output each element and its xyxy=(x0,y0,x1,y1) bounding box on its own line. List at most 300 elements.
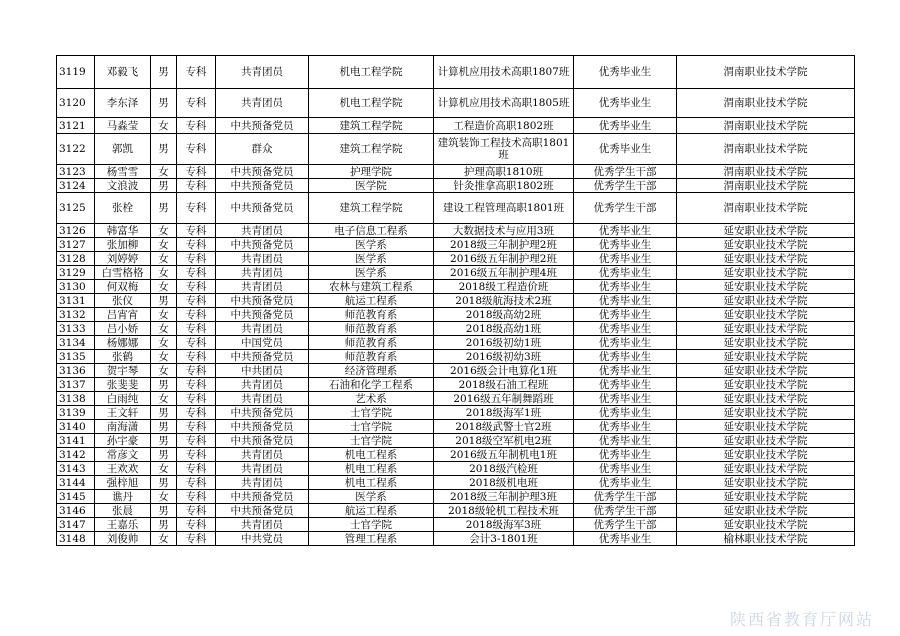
cell-class: 2018级三年制护理3班 xyxy=(434,490,574,504)
cell-political: 共青团员 xyxy=(216,224,309,238)
cell-gender: 女 xyxy=(151,266,177,280)
cell-school: 延安职业技术学院 xyxy=(677,280,855,294)
cell-school: 延安职业技术学院 xyxy=(677,350,855,364)
cell-name: 张斐斐 xyxy=(95,378,151,392)
cell-school: 延安职业技术学院 xyxy=(677,476,855,490)
cell-school: 渭南职业技术学院 xyxy=(677,118,855,134)
cell-political: 中共预备党员 xyxy=(216,118,309,134)
cell-level: 专科 xyxy=(177,179,216,193)
table-row xyxy=(57,224,855,238)
cell-award: 优秀毕业生 xyxy=(574,118,677,134)
cell-name: 韩富华 xyxy=(95,224,151,238)
cell-name: 刘俊帅 xyxy=(95,532,151,546)
cell-seq: 3129 xyxy=(57,266,95,280)
cell-level: 专科 xyxy=(177,462,216,476)
cell-name: 常彦文 xyxy=(95,448,151,462)
cell-political: 共青团员 xyxy=(216,378,309,392)
table-row xyxy=(57,378,855,392)
cell-gender: 男 xyxy=(151,89,177,118)
cell-seq: 3128 xyxy=(57,252,95,266)
cell-political: 中共预备党员 xyxy=(216,308,309,322)
cell-school: 渭南职业技术学院 xyxy=(677,56,855,89)
cell-level: 专科 xyxy=(177,252,216,266)
cell-seq: 3145 xyxy=(57,490,95,504)
cell-school: 延安职业技术学院 xyxy=(677,224,855,238)
cell-level: 专科 xyxy=(177,308,216,322)
cell-class: 2018级海军1班 xyxy=(434,406,574,420)
cell-seq: 3132 xyxy=(57,308,95,322)
cell-school: 延安职业技术学院 xyxy=(677,322,855,336)
cell-award: 优秀毕业生 xyxy=(574,134,677,165)
cell-award: 优秀毕业生 xyxy=(574,448,677,462)
cell-class: 2018级航海技术2班 xyxy=(434,294,574,308)
cell-level: 专科 xyxy=(177,193,216,224)
cell-award: 优秀毕业生 xyxy=(574,392,677,406)
cell-name: 王文轩 xyxy=(95,406,151,420)
cell-name: 邓毅飞 xyxy=(95,56,151,89)
cell-school: 延安职业技术学院 xyxy=(677,434,855,448)
cell-political: 中共党员 xyxy=(216,532,309,546)
cell-gender: 男 xyxy=(151,294,177,308)
table-row xyxy=(57,322,855,336)
cell-award: 优秀毕业生 xyxy=(574,294,677,308)
cell-level: 专科 xyxy=(177,364,216,378)
cell-class: 大数据技术与应用3班 xyxy=(434,224,574,238)
cell-level: 专科 xyxy=(177,490,216,504)
cell-gender: 女 xyxy=(151,532,177,546)
cell-name: 吕小娇 xyxy=(95,322,151,336)
cell-level: 专科 xyxy=(177,350,216,364)
cell-political: 共青团员 xyxy=(216,252,309,266)
cell-political: 中共预备党员 xyxy=(216,294,309,308)
table-row xyxy=(57,476,855,490)
table-row xyxy=(57,238,855,252)
cell-school: 渭南职业技术学院 xyxy=(677,134,855,165)
cell-award: 优秀毕业生 xyxy=(574,89,677,118)
cell-name: 张鹤 xyxy=(95,350,151,364)
cell-gender: 女 xyxy=(151,238,177,252)
table-row xyxy=(57,462,855,476)
cell-award: 优秀学生干部 xyxy=(574,518,677,532)
cell-college: 机电工程学院 xyxy=(309,89,434,118)
cell-gender: 女 xyxy=(151,224,177,238)
cell-name: 王欢欢 xyxy=(95,462,151,476)
cell-name: 刘婷婷 xyxy=(95,252,151,266)
table-row xyxy=(57,490,855,504)
table-row xyxy=(57,193,855,224)
cell-school: 渭南职业技术学院 xyxy=(677,193,855,224)
cell-political: 中共预备党员 xyxy=(216,420,309,434)
cell-gender: 女 xyxy=(151,308,177,322)
cell-name: 张栓 xyxy=(95,193,151,224)
cell-seq: 3148 xyxy=(57,532,95,546)
cell-level: 专科 xyxy=(177,434,216,448)
honor-roster-table xyxy=(56,55,855,546)
cell-award: 优秀毕业生 xyxy=(574,364,677,378)
cell-college: 士官学院 xyxy=(309,434,434,448)
table-row xyxy=(57,308,855,322)
cell-seq: 3121 xyxy=(57,118,95,134)
cell-name: 杨雪雪 xyxy=(95,165,151,179)
cell-college: 机电工程系 xyxy=(309,448,434,462)
table-body xyxy=(57,56,855,546)
cell-name: 吕宵宵 xyxy=(95,308,151,322)
cell-class: 2018级高幼1班 xyxy=(434,322,574,336)
cell-college: 医学系 xyxy=(309,266,434,280)
cell-award: 优秀学生干部 xyxy=(574,179,677,193)
cell-political: 共青团员 xyxy=(216,448,309,462)
cell-college: 医学系 xyxy=(309,238,434,252)
cell-school: 延安职业技术学院 xyxy=(677,448,855,462)
cell-political: 共青团员 xyxy=(216,56,309,89)
cell-gender: 男 xyxy=(151,406,177,420)
cell-seq: 3137 xyxy=(57,378,95,392)
cell-seq: 3147 xyxy=(57,518,95,532)
cell-class: 2018级石油工程班 xyxy=(434,378,574,392)
cell-level: 专科 xyxy=(177,89,216,118)
cell-school: 延安职业技术学院 xyxy=(677,308,855,322)
cell-award: 优秀学生干部 xyxy=(574,490,677,504)
cell-college: 机电工程系 xyxy=(309,462,434,476)
cell-name: 何双梅 xyxy=(95,280,151,294)
cell-award: 优秀学生干部 xyxy=(574,193,677,224)
cell-level: 专科 xyxy=(177,322,216,336)
cell-seq: 3142 xyxy=(57,448,95,462)
table-row xyxy=(57,364,855,378)
cell-college: 师范教育系 xyxy=(309,350,434,364)
cell-school: 延安职业技术学院 xyxy=(677,252,855,266)
cell-class: 2018级汽检班 xyxy=(434,462,574,476)
cell-class: 2018级海军3班 xyxy=(434,518,574,532)
cell-award: 优秀毕业生 xyxy=(574,224,677,238)
cell-gender: 女 xyxy=(151,118,177,134)
cell-class: 计算机应用技术高职1807班 xyxy=(434,56,574,89)
cell-college: 士官学院 xyxy=(309,406,434,420)
cell-school: 延安职业技术学院 xyxy=(677,462,855,476)
cell-political: 中共预备党员 xyxy=(216,434,309,448)
cell-award: 优秀毕业生 xyxy=(574,56,677,89)
cell-school: 延安职业技术学院 xyxy=(677,490,855,504)
table-row xyxy=(57,294,855,308)
cell-gender: 女 xyxy=(151,392,177,406)
cell-level: 专科 xyxy=(177,224,216,238)
cell-name: 谯丹 xyxy=(95,490,151,504)
cell-political: 中共预备党员 xyxy=(216,504,309,518)
cell-class: 2016级初幼3班 xyxy=(434,350,574,364)
cell-school: 延安职业技术学院 xyxy=(677,392,855,406)
cell-college: 师范教育系 xyxy=(309,308,434,322)
cell-seq: 3123 xyxy=(57,165,95,179)
cell-seq: 3120 xyxy=(57,89,95,118)
table-row xyxy=(57,504,855,518)
cell-gender: 男 xyxy=(151,378,177,392)
cell-gender: 女 xyxy=(151,462,177,476)
cell-college: 建筑工程学院 xyxy=(309,134,434,165)
cell-award: 优秀毕业生 xyxy=(574,266,677,280)
cell-seq: 3141 xyxy=(57,434,95,448)
table-row xyxy=(57,118,855,134)
cell-award: 优秀毕业生 xyxy=(574,476,677,490)
table-row xyxy=(57,532,855,546)
cell-name: 强梓旭 xyxy=(95,476,151,490)
cell-class: 2016级初幼1班 xyxy=(434,336,574,350)
cell-class: 2018级机电班 xyxy=(434,476,574,490)
cell-college: 管理工程系 xyxy=(309,532,434,546)
watermark-logo: 陕西省教育厅网站 xyxy=(729,610,874,629)
cell-political: 中共预备党员 xyxy=(216,490,309,504)
cell-seq: 3140 xyxy=(57,420,95,434)
roster-sheet xyxy=(56,55,855,546)
cell-gender: 女 xyxy=(151,252,177,266)
cell-name: 白雨纯 xyxy=(95,392,151,406)
cell-school: 延安职业技术学院 xyxy=(677,266,855,280)
cell-seq: 3138 xyxy=(57,392,95,406)
cell-seq: 3124 xyxy=(57,179,95,193)
cell-school: 延安职业技术学院 xyxy=(677,238,855,252)
cell-award: 优秀学生干部 xyxy=(574,504,677,518)
cell-name: 白雪格格 xyxy=(95,266,151,280)
cell-seq: 3119 xyxy=(57,56,95,89)
cell-name: 张晨 xyxy=(95,504,151,518)
cell-name: 郭凯 xyxy=(95,134,151,165)
cell-college: 士官学院 xyxy=(309,518,434,532)
cell-school: 榆林职业技术学院 xyxy=(677,532,855,546)
table-row xyxy=(57,56,855,89)
cell-gender: 女 xyxy=(151,364,177,378)
table-row xyxy=(57,165,855,179)
cell-level: 专科 xyxy=(177,504,216,518)
cell-political: 中共预备党员 xyxy=(216,350,309,364)
cell-gender: 男 xyxy=(151,518,177,532)
cell-class: 建筑装饰工程技术高职1801班 xyxy=(434,134,574,165)
table-row xyxy=(57,448,855,462)
cell-college: 机电工程系 xyxy=(309,476,434,490)
cell-school: 延安职业技术学院 xyxy=(677,504,855,518)
cell-gender: 男 xyxy=(151,476,177,490)
cell-political: 共青团员 xyxy=(216,476,309,490)
cell-award: 优秀毕业生 xyxy=(574,532,677,546)
cell-level: 专科 xyxy=(177,336,216,350)
table-row xyxy=(57,179,855,193)
cell-college: 航运工程系 xyxy=(309,504,434,518)
cell-class: 针灸推拿高职1802班 xyxy=(434,179,574,193)
cell-class: 2018级空军机电2班 xyxy=(434,434,574,448)
cell-seq: 3131 xyxy=(57,294,95,308)
cell-name: 李东泽 xyxy=(95,89,151,118)
cell-class: 计算机应用技术高职1805班 xyxy=(434,89,574,118)
cell-school: 渭南职业技术学院 xyxy=(677,179,855,193)
cell-gender: 女 xyxy=(151,280,177,294)
cell-name: 马淼莹 xyxy=(95,118,151,134)
cell-class: 2018级武警士官2班 xyxy=(434,420,574,434)
cell-level: 专科 xyxy=(177,378,216,392)
cell-political: 中共预备党员 xyxy=(216,238,309,252)
cell-award: 优秀毕业生 xyxy=(574,336,677,350)
cell-political: 中共预备党员 xyxy=(216,406,309,420)
cell-gender: 男 xyxy=(151,448,177,462)
cell-award: 优秀学生干部 xyxy=(574,165,677,179)
cell-level: 专科 xyxy=(177,476,216,490)
cell-school: 延安职业技术学院 xyxy=(677,406,855,420)
cell-award: 优秀毕业生 xyxy=(574,350,677,364)
cell-political: 共青团员 xyxy=(216,89,309,118)
cell-political: 共青团员 xyxy=(216,392,309,406)
table-row xyxy=(57,434,855,448)
cell-college: 航运工程系 xyxy=(309,294,434,308)
cell-class: 2016级五年制护理2班 xyxy=(434,252,574,266)
table-row xyxy=(57,280,855,294)
cell-class: 2016级会计电算化1班 xyxy=(434,364,574,378)
cell-seq: 3126 xyxy=(57,224,95,238)
cell-class: 建设工程管理高职1801班 xyxy=(434,193,574,224)
cell-college: 师范教育系 xyxy=(309,336,434,350)
cell-school: 延安职业技术学院 xyxy=(677,336,855,350)
cell-award: 优秀毕业生 xyxy=(574,378,677,392)
cell-level: 专科 xyxy=(177,238,216,252)
cell-college: 石油和化学工程系 xyxy=(309,378,434,392)
cell-political: 中共预备党员 xyxy=(216,165,309,179)
cell-class: 2018级高幼2班 xyxy=(434,308,574,322)
cell-political: 共青团员 xyxy=(216,266,309,280)
cell-school: 渭南职业技术学院 xyxy=(677,89,855,118)
cell-seq: 3139 xyxy=(57,406,95,420)
table-row xyxy=(57,252,855,266)
cell-college: 医学系 xyxy=(309,490,434,504)
cell-name: 孙宇豪 xyxy=(95,434,151,448)
cell-award: 优秀毕业生 xyxy=(574,406,677,420)
cell-gender: 女 xyxy=(151,165,177,179)
cell-level: 专科 xyxy=(177,392,216,406)
cell-political: 共青团员 xyxy=(216,280,309,294)
cell-level: 专科 xyxy=(177,532,216,546)
cell-gender: 女 xyxy=(151,336,177,350)
cell-college: 师范教育系 xyxy=(309,322,434,336)
cell-gender: 男 xyxy=(151,179,177,193)
table-row xyxy=(57,392,855,406)
cell-class: 2018级轮机工程技术班 xyxy=(434,504,574,518)
cell-seq: 3134 xyxy=(57,336,95,350)
cell-class: 2018级三年制护理2班 xyxy=(434,238,574,252)
cell-seq: 3146 xyxy=(57,504,95,518)
cell-award: 优秀毕业生 xyxy=(574,308,677,322)
cell-name: 南海潇 xyxy=(95,420,151,434)
cell-name: 杨娜娜 xyxy=(95,336,151,350)
cell-name: 张加柳 xyxy=(95,238,151,252)
cell-gender: 男 xyxy=(151,56,177,89)
cell-name: 文浪波 xyxy=(95,179,151,193)
cell-college: 医学院 xyxy=(309,179,434,193)
cell-college: 经济管理系 xyxy=(309,364,434,378)
cell-college: 建筑工程学院 xyxy=(309,193,434,224)
cell-class: 2018级工程造价班 xyxy=(434,280,574,294)
cell-political: 中国党员 xyxy=(216,336,309,350)
cell-level: 专科 xyxy=(177,518,216,532)
cell-seq: 3125 xyxy=(57,193,95,224)
cell-college: 护理学院 xyxy=(309,165,434,179)
cell-name: 贺宇琴 xyxy=(95,364,151,378)
cell-level: 专科 xyxy=(177,134,216,165)
cell-political: 共青团员 xyxy=(216,462,309,476)
cell-school: 渭南职业技术学院 xyxy=(677,165,855,179)
cell-class: 工程造价高职1802班 xyxy=(434,118,574,134)
cell-name: 张仪 xyxy=(95,294,151,308)
cell-seq: 3133 xyxy=(57,322,95,336)
table-row xyxy=(57,134,855,165)
cell-award: 优秀毕业生 xyxy=(574,238,677,252)
cell-school: 延安职业技术学院 xyxy=(677,378,855,392)
cell-college: 士官学院 xyxy=(309,420,434,434)
cell-level: 专科 xyxy=(177,294,216,308)
cell-gender: 男 xyxy=(151,434,177,448)
cell-political: 中共预备党员 xyxy=(216,179,309,193)
cell-seq: 3130 xyxy=(57,280,95,294)
cell-gender: 男 xyxy=(151,420,177,434)
cell-class: 2016级五年制舞蹈班 xyxy=(434,392,574,406)
table-row xyxy=(57,518,855,532)
table-row xyxy=(57,336,855,350)
cell-gender: 女 xyxy=(151,322,177,336)
cell-name: 王嘉乐 xyxy=(95,518,151,532)
cell-award: 优秀毕业生 xyxy=(574,322,677,336)
table-row xyxy=(57,350,855,364)
cell-level: 专科 xyxy=(177,266,216,280)
cell-award: 优秀毕业生 xyxy=(574,280,677,294)
cell-political: 共青团员 xyxy=(216,518,309,532)
cell-seq: 3122 xyxy=(57,134,95,165)
cell-award: 优秀毕业生 xyxy=(574,420,677,434)
cell-school: 延安职业技术学院 xyxy=(677,420,855,434)
cell-class: 会计3-1801班 xyxy=(434,532,574,546)
cell-gender: 男 xyxy=(151,193,177,224)
cell-college: 建筑工程学院 xyxy=(309,118,434,134)
cell-class: 2016级五年制机电1班 xyxy=(434,448,574,462)
cell-seq: 3127 xyxy=(57,238,95,252)
cell-political: 共青团员 xyxy=(216,322,309,336)
cell-school: 延安职业技术学院 xyxy=(677,364,855,378)
cell-college: 电子信息工程系 xyxy=(309,224,434,238)
cell-school: 延安职业技术学院 xyxy=(677,294,855,308)
cell-college: 机电工程学院 xyxy=(309,56,434,89)
cell-seq: 3143 xyxy=(57,462,95,476)
cell-college: 农林与建筑工程系 xyxy=(309,280,434,294)
cell-seq: 3135 xyxy=(57,350,95,364)
cell-level: 专科 xyxy=(177,165,216,179)
cell-college: 医学系 xyxy=(309,252,434,266)
table-row xyxy=(57,266,855,280)
cell-class: 护理高职1810班 xyxy=(434,165,574,179)
cell-gender: 男 xyxy=(151,504,177,518)
cell-award: 优秀毕业生 xyxy=(574,252,677,266)
cell-gender: 男 xyxy=(151,134,177,165)
cell-political: 中共预备党员 xyxy=(216,193,309,224)
cell-political: 群众 xyxy=(216,134,309,165)
cell-gender: 女 xyxy=(151,350,177,364)
cell-award: 优秀毕业生 xyxy=(574,434,677,448)
cell-political: 中共团员 xyxy=(216,364,309,378)
table-row xyxy=(57,89,855,118)
cell-gender: 女 xyxy=(151,490,177,504)
cell-level: 专科 xyxy=(177,448,216,462)
cell-level: 专科 xyxy=(177,56,216,89)
cell-class: 2016级五年制护理4班 xyxy=(434,266,574,280)
cell-level: 专科 xyxy=(177,420,216,434)
cell-college: 艺术系 xyxy=(309,392,434,406)
cell-level: 专科 xyxy=(177,118,216,134)
cell-level: 专科 xyxy=(177,406,216,420)
cell-school: 延安职业技术学院 xyxy=(677,518,855,532)
cell-seq: 3144 xyxy=(57,476,95,490)
cell-award: 优秀毕业生 xyxy=(574,462,677,476)
